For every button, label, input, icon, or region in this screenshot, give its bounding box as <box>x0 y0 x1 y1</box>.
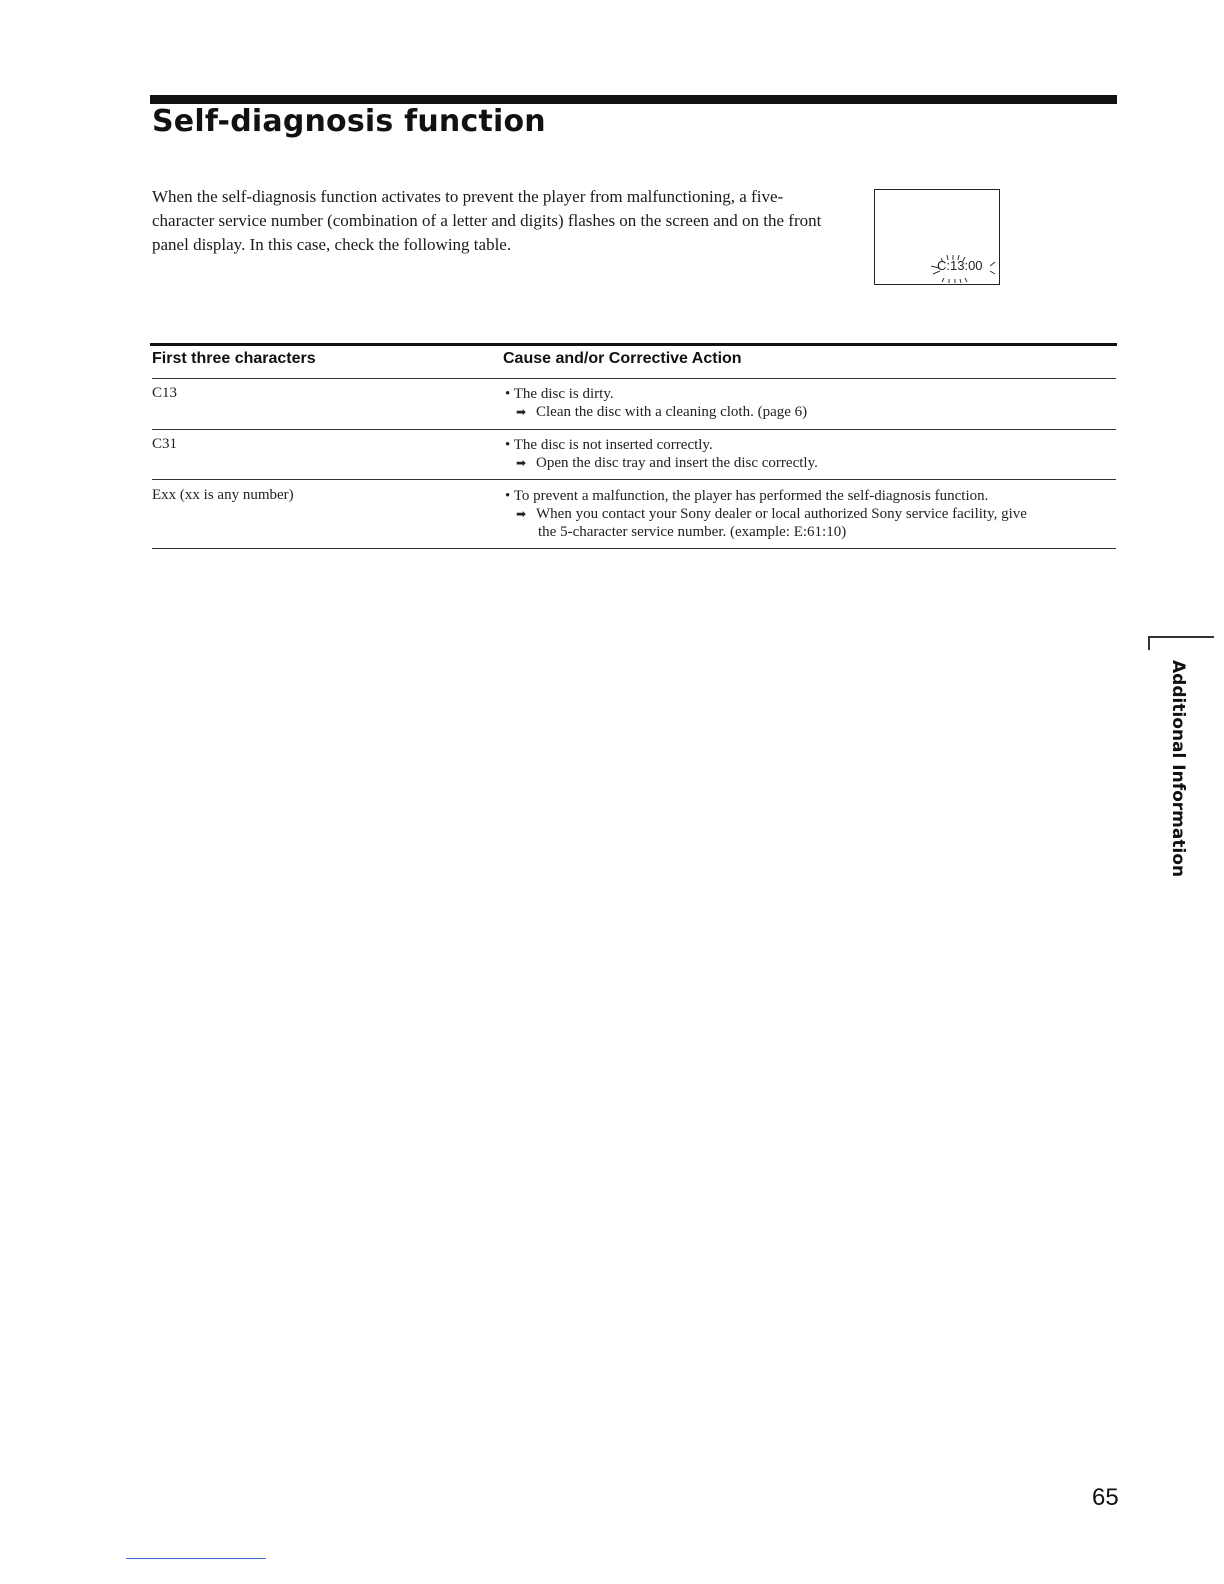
row-cause-action <box>505 487 1105 541</box>
bullet-icon: • <box>505 437 511 453</box>
table-header <box>0 350 1224 378</box>
row-cause-action <box>505 436 1105 472</box>
table-top-rule <box>150 343 1117 346</box>
row-code: C31 <box>152 436 178 452</box>
header-cause-action: Cause and/or Corrective Action <box>503 350 742 367</box>
row-cause: To prevent a malfunction, the player has performed the self-diagnosis function. <box>513 488 989 504</box>
header-divider <box>152 378 1116 379</box>
row-cause: The disc is not inserted correctly. <box>513 437 713 453</box>
row-action: Open the disc tray and insert the disc correctly. <box>536 455 818 471</box>
page-title: Self-diagnosis function <box>152 104 546 139</box>
tab-line-horizontal <box>1148 636 1214 638</box>
header-first-three-characters: First three characters <box>152 350 316 367</box>
arrow-right-icon: ➡ <box>516 507 527 521</box>
bullet-icon: • <box>505 488 511 504</box>
row-cause: The disc is dirty. <box>513 386 614 402</box>
bullet-icon: • <box>505 386 511 402</box>
service-number-readout: C:13:00 <box>937 258 983 273</box>
row-divider <box>152 479 1116 480</box>
row-code: Exx (xx is any number) <box>152 487 294 503</box>
row-divider <box>152 429 1116 430</box>
arrow-right-icon: ➡ <box>516 456 527 470</box>
row-code: C13 <box>152 385 178 401</box>
intro-paragraph: When the self-diagnosis function activates to prevent the player from malfunctioning, a five-character service number (combination of a letter and digits) flashes on the screen and on the front panel display. In this case, check the following table. <box>152 187 822 254</box>
row-action: Clean the disc with a cleaning cloth. (page 6) <box>536 404 808 420</box>
row-action: When you contact your Sony dealer or local authorized Sony service facility, give <box>536 506 1027 522</box>
row-cause-action <box>505 385 1105 421</box>
top-rule <box>150 95 1117 104</box>
page-number: 65 <box>1092 1484 1119 1511</box>
tab-line-vertical <box>1148 636 1150 650</box>
row-action-continuation: the 5-character service number. (example: E:61:10) <box>538 524 847 540</box>
section-side-label: Additional Information <box>1168 660 1188 878</box>
screen-display-illustration <box>874 189 1000 285</box>
arrow-right-icon: ➡ <box>516 405 527 419</box>
footer-rule <box>126 1558 266 1559</box>
table-bottom-rule <box>152 548 1116 549</box>
